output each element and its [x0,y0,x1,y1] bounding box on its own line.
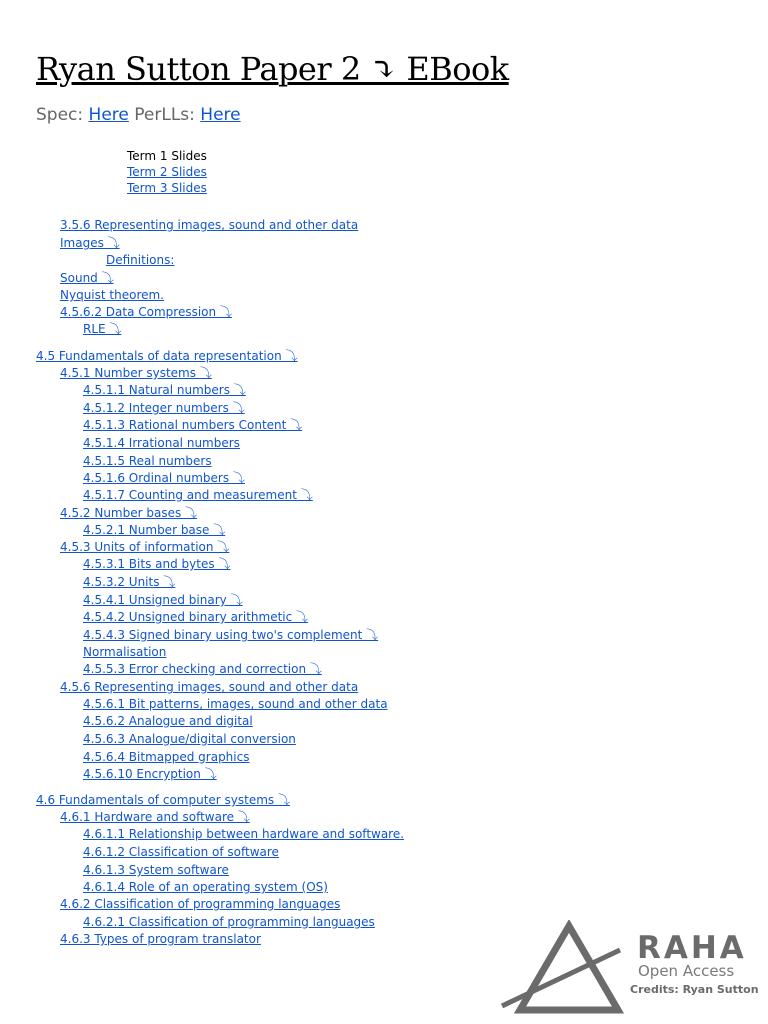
toc-link[interactable]: 4.5.3.1 Bits and bytes ⤵ [83,557,231,571]
toc-link[interactable]: 4.5.4.3 Signed binary using two's complement ⤵ [83,628,379,642]
toc-link[interactable]: 4.5.3 Units of information ⤵ [60,540,230,554]
toc-link[interactable]: 4.5.1.1 Natural numbers ⤵ [83,383,246,397]
toc-link[interactable]: 4.6.1.1 Relationship between hardware and software. [83,827,405,841]
perlls-link[interactable]: Here [200,105,241,125]
toc-link[interactable]: 4.5.4.2 Unsigned binary arithmetic ⤵ [83,610,309,624]
toc-link[interactable]: 4.6.1.3 System software [83,863,229,877]
logo-name: RAHA [637,930,747,966]
toc-link[interactable]: 4.5.3.2 Units ⤵ [83,575,176,589]
logo-credits: Credits: Ryan Sutton [630,983,759,996]
toc-link[interactable]: 4.6.1 Hardware and software ⤵ [60,810,250,824]
toc-link[interactable]: 4.5.1.7 Counting and measurement ⤵ [83,488,313,502]
toc-link[interactable]: Sound ⤵ [60,271,114,285]
toc-link[interactable]: Definitions: [106,253,175,267]
term-3-slides-link[interactable]: Term 3 Slides [127,181,207,195]
toc-link[interactable]: 4.5.6.3 Analogue/digital conversion [83,732,296,746]
toc-link[interactable]: 4.5.1.5 Real numbers [83,454,212,468]
page-title: Ryan Sutton Paper 2 ⤵ EBook [36,50,509,88]
raha-logo [500,920,768,1024]
toc-link[interactable]: 4.5.4.1 Unsigned binary ⤵ [83,593,243,607]
toc-link[interactable]: 4.5.6.10 Encryption ⤵ [83,767,217,781]
toc-link[interactable]: 4.5.1.3 Rational numbers Content ⤵ [83,418,303,432]
toc-link[interactable]: 4.6.2.1 Classification of programming languages [83,915,375,929]
toc-link[interactable]: 4.5.5.3 Error checking and correction ⤵ [83,662,322,676]
toc-link[interactable]: 4.5.1.2 Integer numbers ⤵ [83,401,245,415]
toc-link[interactable]: Images ⤵ [60,236,120,250]
spec-link[interactable]: Here [88,105,129,125]
perlls-label: PerLLs: [134,105,195,125]
toc-link[interactable]: Normalisation [83,645,167,659]
toc-link[interactable]: 4.5.6.4 Bitmapped graphics [83,750,250,764]
spec-label: Spec: [36,105,84,125]
toc-link[interactable]: 4.6 Fundamentals of computer systems ⤵ [36,793,290,807]
toc-link[interactable]: 4.5.6.2 Data Compression ⤵ [60,305,232,319]
term-1-slides: Term 1 Slides [127,149,207,163]
toc-link[interactable]: 4.5.1.4 Irrational numbers [83,436,240,450]
toc-link[interactable]: Nyquist theorem. [60,288,164,302]
toc-link[interactable]: 4.6.1.4 Role of an operating system (OS) [83,880,328,894]
toc-link[interactable]: 4.5.2 Number bases ⤵ [60,506,198,520]
triangle-logo-icon [500,920,630,1024]
toc-link[interactable]: 4.6.1.2 Classification of software [83,845,279,859]
toc-link[interactable]: 4.5.1.6 Ordinal numbers ⤵ [83,471,245,485]
logo-tagline: Open Access [638,962,735,980]
toc-link[interactable]: RLE ⤵ [83,322,122,336]
term-2-slides-link[interactable]: Term 2 Slides [127,165,207,179]
toc-link[interactable]: 4.5 Fundamentals of data representation ⤵ [36,349,298,363]
toc-link[interactable]: 4.6.2 Classification of programming languages [60,897,341,911]
toc-link[interactable]: 4.5.6 Representing images, sound and other data [60,680,359,694]
toc-link[interactable]: 4.5.2.1 Number base ⤵ [83,523,226,537]
toc-link[interactable]: 3.5.6 Representing images, sound and other data [60,218,359,232]
toc-link[interactable]: 4.5.1 Number systems ⤵ [60,366,212,380]
toc-link[interactable]: 4.5.6.2 Analogue and digital [83,714,253,728]
toc-link[interactable]: 4.5.6.1 Bit patterns, images, sound and other data [83,697,388,711]
toc-link[interactable]: 4.6.3 Types of program translator [60,932,261,946]
